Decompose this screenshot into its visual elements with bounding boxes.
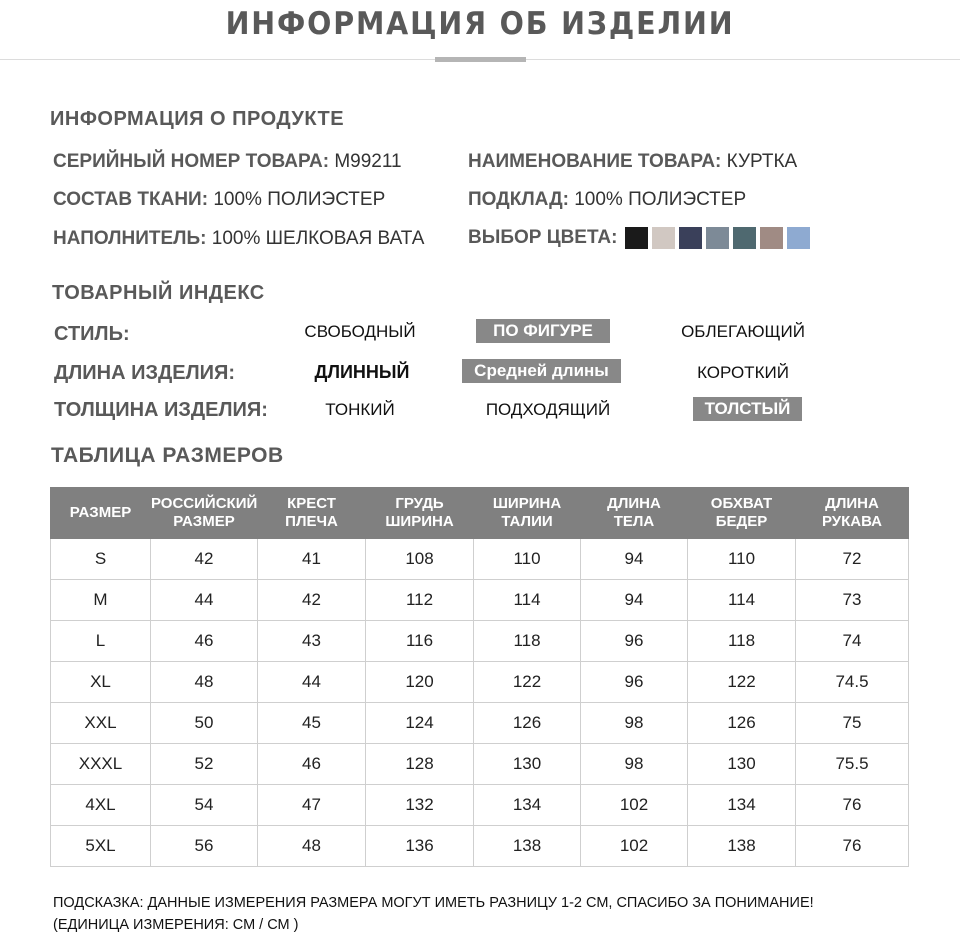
size-table-column-header [51,488,151,539]
column-header-line: БЕДЕР [715,513,768,530]
filler-row [53,228,424,250]
length-label: ДЛИНА ИЗДЕЛИЯ: [54,362,236,384]
color-swatch-4[interactable] [706,227,729,249]
measurement-cell: 45 [258,703,366,744]
measurement-cell: 102 [581,785,688,826]
measurement-cell: 96 [581,662,688,703]
unit-note: (ЕДИНИЦА ИЗМЕРЕНИЯ: СМ / СМ ) [53,917,299,933]
measurement-cell: 98 [581,703,688,744]
measurement-cell: 138 [688,826,796,867]
measurement-cell: 74 [796,621,909,662]
measurement-cell: 43 [258,621,366,662]
lining-row [468,189,746,211]
measurement-cell: 42 [151,539,258,580]
column-header-line: РОССИЙСКИЙ [151,495,258,512]
size-table-column-header [366,488,474,539]
measurement-cell: 72 [796,539,909,580]
measurement-cell: 130 [474,744,581,785]
measurement-cell: 116 [366,621,474,662]
column-header-line: ШИРИНА [385,513,454,530]
measurement-cell: 124 [366,703,474,744]
measurement-cell: 44 [258,662,366,703]
measurement-cell: 48 [258,826,366,867]
fabric-value: 100% ПОЛИЭСТЕР [213,189,386,210]
column-header-line: РАЗМЕР [173,513,235,530]
size-table-column-header [151,488,258,539]
size-table-column-header [581,488,688,539]
table-row [51,539,909,580]
column-header-line: ТАЛИИ [501,513,553,530]
measurement-cell: 128 [366,744,474,785]
measurement-cell: 73 [796,580,909,621]
color-swatch-2[interactable] [652,227,675,249]
fabric-label: СОСТАВ ТКАНИ: [53,189,209,210]
size-cell: XXXL [51,744,151,785]
fabric-row [53,189,385,211]
measurement-cell: 126 [688,703,796,744]
color-swatches [625,227,810,249]
column-header-line: ДЛИНА [825,495,879,512]
size-cell: L [51,621,151,662]
serial-number-row [53,151,402,173]
product-name-label: НАИМЕНОВАНИЕ ТОВАРА: [468,151,722,172]
table-row [51,703,909,744]
measurement-cell: 122 [474,662,581,703]
measurement-cell: 52 [151,744,258,785]
table-row [51,662,909,703]
measurement-cell: 120 [366,662,474,703]
thickness-label: ТОЛЩИНА ИЗДЕЛИЯ: [54,399,268,421]
measurement-cell: 114 [688,580,796,621]
product-name-value: КУРТКА [726,151,798,172]
size-table-header [51,488,909,539]
measurement-cell: 132 [366,785,474,826]
measurement-cell: 134 [688,785,796,826]
thickness-option-thick-selected: ТОЛСТЫЙ [693,397,802,421]
thickness-option-thin: ТОНКИЙ [325,400,395,419]
column-header-line: ГРУДЬ [395,495,444,512]
measurement-cell: 112 [366,580,474,621]
measurement-cell: 94 [581,580,688,621]
product-info-heading: ИНФОРМАЦИЯ О ПРОДУКТЕ [50,108,345,130]
column-header-line: ШИРИНА [492,495,562,512]
measurement-cell: 114 [474,580,581,621]
measurement-cell: 47 [258,785,366,826]
size-cell: 4XL [51,785,151,826]
size-cell: 5XL [51,826,151,867]
table-row [51,744,909,785]
measurement-cell: 76 [796,826,909,867]
size-cell: M [51,580,151,621]
table-row [51,826,909,867]
measurement-cell: 75.5 [796,744,909,785]
size-table-column-header [258,488,366,539]
table-row [51,785,909,826]
size-table-heading: ТАБЛИЦА РАЗМЕРОВ [51,444,284,467]
measurement-cell: 76 [796,785,909,826]
column-header-line: РАЗМЕР [69,504,132,521]
measurement-cell: 94 [581,539,688,580]
measurement-cell: 42 [258,580,366,621]
filler-value: 100% ШЕЛКОВАЯ ВАТА [211,228,425,249]
lining-label: ПОДКЛАД: [468,189,569,210]
size-cell: XL [51,662,151,703]
size-cell: S [51,539,151,580]
filler-label: НАПОЛНИТЕЛЬ: [53,228,207,249]
size-table-column-header [474,488,581,539]
style-option-fitted-selected: ПО ФИГУРЕ [476,319,610,343]
measurement-cell: 75 [796,703,909,744]
measurement-cell: 138 [474,826,581,867]
color-swatch-7[interactable] [787,227,810,249]
measurement-cell: 118 [474,621,581,662]
measurement-cell: 46 [258,744,366,785]
column-header-line: РУКАВА [821,513,883,530]
measurement-cell: 96 [581,621,688,662]
measurement-cell: 110 [688,539,796,580]
measurement-cell: 118 [688,621,796,662]
size-cell: XXL [51,703,151,744]
style-option-loose: СВОБОДНЫЙ [304,322,416,341]
measurement-cell: 134 [474,785,581,826]
color-swatch-3[interactable] [679,227,702,249]
serial-number-value: M99211 [334,151,402,172]
color-swatch-1[interactable] [625,227,648,249]
page-title: ИНФОРМАЦИЯ ОБ ИЗДЕЛИИ [225,6,735,42]
product-index-heading: ТОВАРНЫЙ ИНДЕКС [52,282,265,304]
measurement-cell: 44 [151,580,258,621]
column-header-line: ПЛЕЧА [285,513,338,530]
measurement-cell: 41 [258,539,366,580]
style-label: СТИЛЬ: [54,323,130,345]
size-table [50,487,909,867]
measurement-cell: 108 [366,539,474,580]
measurement-cell: 130 [688,744,796,785]
measurement-cell: 102 [581,826,688,867]
size-table-column-header [688,488,796,539]
measurement-cell: 48 [151,662,258,703]
table-row [51,621,909,662]
measurement-cell: 122 [688,662,796,703]
column-header-line: КРЕСТ [287,495,336,512]
measurement-cell: 74.5 [796,662,909,703]
measurement-cell: 54 [151,785,258,826]
header-accent-bar [435,57,526,62]
measurement-cell: 50 [151,703,258,744]
measurement-cell: 98 [581,744,688,785]
size-hint-note: ПОДСКАЗКА: ДАННЫЕ ИЗМЕРЕНИЯ РАЗМЕРА МОГУТ ИМЕТЬ РАЗНИЦУ 1-2 СМ, СПАСИБО ЗА ПОНИМАНИЕ! [53,895,814,911]
serial-number-label: СЕРИЙНЫЙ НОМЕР ТОВАРА: [53,151,330,172]
measurement-cell: 56 [151,826,258,867]
column-header-line: ОБХВАТ [710,495,773,512]
column-header-line: ТЕЛА [613,513,655,530]
length-option-short: КОРОТКИЙ [697,363,789,382]
table-row [51,580,909,621]
style-option-tight: ОБЛЕГАЮЩИЙ [681,322,805,341]
color-choice-row [468,227,617,249]
measurement-cell: 110 [474,539,581,580]
length-option-medium-selected: Средней длины [462,359,621,383]
column-header-line: ДЛИНА [607,495,661,512]
size-table-column-header [796,488,909,539]
thickness-option-medium: ПОДХОДЯЩИЙ [485,400,611,419]
length-option-long: ДЛИННЫЙ [314,362,410,382]
lining-value: 100% ПОЛИЭСТЕР [574,189,747,210]
product-name-row [468,151,797,173]
measurement-cell: 136 [366,826,474,867]
color-swatch-6[interactable] [760,227,783,249]
measurement-cell: 46 [151,621,258,662]
color-choice-label: ВЫБОР ЦВЕТА: [468,227,618,248]
measurement-cell: 126 [474,703,581,744]
color-swatch-5[interactable] [733,227,756,249]
